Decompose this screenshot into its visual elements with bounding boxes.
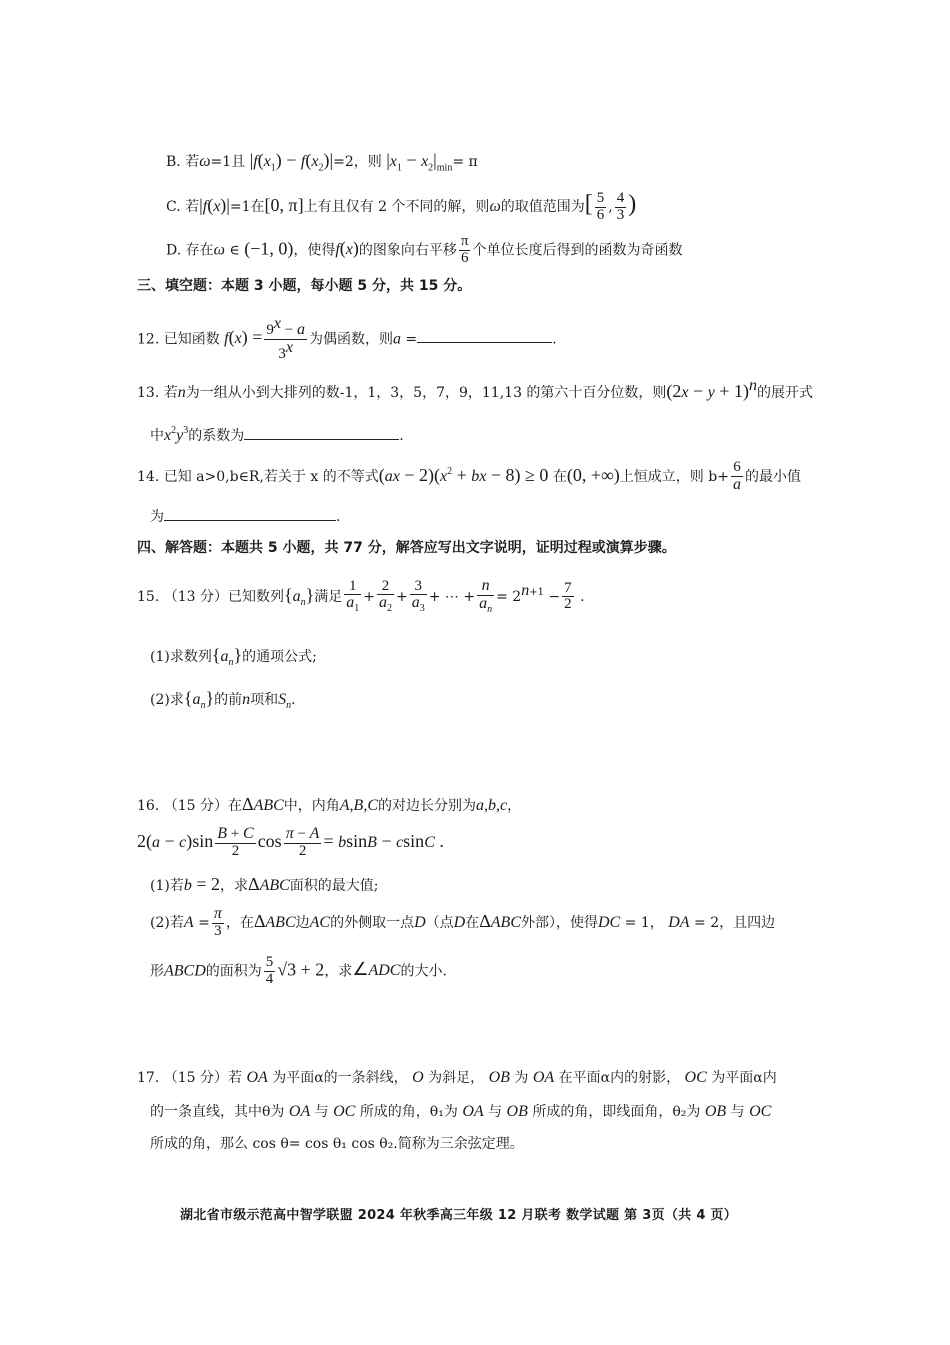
- option-text: =2，则: [333, 154, 382, 170]
- question-text: 为: [150, 509, 164, 525]
- question-text: 的大小.: [400, 963, 447, 980]
- question-text: 已知数列: [227, 588, 284, 605]
- question-17-line3: [150, 1136, 524, 1153]
- option-label: B.: [166, 154, 181, 170]
- question-score: （15 分）: [163, 1070, 228, 1086]
- question-17-line1: 17. （15 分）若 OA 为平面α的一条斜线， O 为斜足， OB 为 OA 在平面α内的射影， OC 为平面α内: [137, 1069, 777, 1086]
- option-text: = π: [452, 154, 478, 170]
- question-text: ，: [507, 798, 522, 814]
- option-text: 存在: [185, 242, 214, 259]
- answer-blank[interactable]: [164, 508, 336, 521]
- option-text: 若: [185, 154, 200, 170]
- question-text: 为平面α内: [711, 1070, 777, 1086]
- question-text: 的通项公式;: [242, 649, 317, 665]
- question-text: 与: [314, 1104, 329, 1120]
- question-14-line2: [150, 508, 340, 526]
- question-text: 已知 a>0,b∈R,若关于 x 的不等式: [163, 468, 379, 485]
- question-13-line1: 13. 若n为一组从小到大排列的数-1，1，3，5，7，9，11,13 的第六十百分位数，则$(2x - y + 1)^n$的展开式: [137, 377, 813, 401]
- question-number: 12.: [137, 331, 160, 348]
- option-text: 若: [185, 199, 200, 215]
- option-b: B. 若ω=1且 $|f(x_1) - f(x_2)|=2$，则 $|x_1 - x_2|_{min}= \pi$: [166, 150, 478, 174]
- question-text: 外部），使得: [521, 914, 598, 931]
- question-text: .: [399, 428, 404, 444]
- question-15-part2: (2)求$\{a_n\}$的前n项和$S_n$.: [150, 688, 296, 712]
- page-footer: 湖北省市级示范高中智学联盟 2024 年秋季高三年级 12 月联考 数学试题 第 3页（共 4 页）: [180, 1208, 738, 1223]
- option-text: 上有且仅有 2 个不同的解，则: [303, 199, 490, 215]
- question-text: 满足: [314, 588, 343, 605]
- question-text: ，求: [220, 878, 248, 894]
- question-text: 中，内角: [283, 798, 340, 814]
- question-16-equation: 2(a − c)sin $\frac{B + C}{2}$ cos $\frac{\pi - A}{2}$ = bsinB − csinC .: [137, 825, 444, 859]
- question-text: 所成的角，那么 cos θ= cos θ₁ cos θ₂.简称为三余弦定理。: [150, 1136, 524, 1152]
- question-text: 在: [227, 798, 242, 814]
- question-text: 与: [730, 1104, 745, 1120]
- question-text: (2)若: [150, 914, 184, 931]
- section-heading-3: 三、填空题：本题 3 小题，每小题 5 分，共 15 分。: [137, 278, 472, 294]
- question-text: 项和: [250, 692, 279, 708]
- question-13-line2: 中$x^2y^3$的系数为 .: [150, 425, 404, 444]
- question-16-part2-cont: 形ABCD的面积为 $\frac{5}{4}$ √3 + 2，求∠ADC的大小.: [150, 954, 447, 987]
- question-16-part1: (1)若b = 2，求ΔABC面积的最大值;: [150, 874, 379, 894]
- section-heading-4: 四、解答题：本题共 5 小题，共 77 分，解答应写出文字说明，证明过程或演算步骤。: [137, 540, 676, 556]
- question-text: 面积的最大值;: [289, 878, 379, 894]
- option-c: C. 若|f(x)|=1在[0, π]上有且仅有 2 个不同的解，则ω的取值范围为[ $\frac{5}{6}$ , $\frac{4}{3}$ ): [166, 189, 637, 223]
- question-text: ，且四边: [719, 914, 776, 931]
- option-d: D. 存在ω ∈ (−1, 0)，使得f(x)的图象向右平移 $\frac{\pi}{6}$ 个单位长度后得到的函数为奇函数: [166, 233, 683, 266]
- question-text: 边: [295, 914, 310, 931]
- question-text: .: [336, 509, 341, 525]
- question-text: 为: [514, 1070, 529, 1086]
- question-text: 与: [488, 1104, 503, 1120]
- option-text: 的取值范围为: [500, 199, 585, 215]
- question-14-line1: 14. 已知 a>0,b∈R,若关于 x 的不等式$(ax - 2)(x^2$ + bx − 8) ≥ 0 在(0, +∞)上恒成立，则 b+ $\frac{6}{a}$ 的最小值: [137, 459, 801, 493]
- question-17-line2: 的一条直线，其中θ为 OA 与 OC 所成的角，θ₁为 OA 与 OB 所成的角，即线面角，θ₂为 OB 与 OC: [150, 1103, 772, 1120]
- question-text: 的最小值: [744, 468, 801, 485]
- question-text: 的展开式: [756, 385, 813, 401]
- option-label: C.: [166, 199, 181, 215]
- question-text: 若: [163, 385, 178, 401]
- question-text: ，求: [324, 963, 353, 980]
- question-text: 的系数为: [188, 428, 245, 444]
- question-text: 为平面α的一条斜线，: [272, 1070, 408, 1086]
- question-12: 12. 已知函数 f(x) = $\frac{9^x - a}{3^x}$ 为偶函数，则a = .: [137, 315, 557, 362]
- question-15-part1: (1)求数列$\{a_n\}$的通项公式;: [150, 645, 317, 669]
- question-text: 为斜足，: [428, 1070, 485, 1086]
- question-text: (1)若: [150, 878, 184, 894]
- question-text: 的外侧取一点: [330, 914, 415, 931]
- question-text: 上恒成立，则 b+: [619, 468, 729, 485]
- question-text: 的对边长分别为: [378, 798, 476, 814]
- question-score: （15 分）: [163, 798, 228, 814]
- option-text: =1在: [229, 199, 265, 215]
- question-text: .: [552, 331, 557, 348]
- question-text: 所成的角，即线面角，θ₂为: [532, 1104, 701, 1120]
- question-text: 为偶函数，则: [308, 331, 393, 348]
- question-score: （13 分）: [163, 588, 228, 605]
- question-text: （点: [425, 914, 454, 931]
- question-number: 16.: [137, 798, 160, 814]
- option-text: ，使得: [293, 242, 336, 259]
- question-number: 14.: [137, 468, 160, 485]
- question-text: 已知函数: [163, 331, 220, 348]
- option-text: 的图象向右平移: [358, 242, 457, 259]
- question-text: 为一组从小到大排列的数-1，1，3，5，7，9，11,13 的第六十百分位数，则: [185, 385, 667, 401]
- question-text: 若: [227, 1070, 242, 1086]
- question-16-line1: 16. （15 分）在ΔABC中，内角A,B,C的对边长分别为a,b,c，: [137, 794, 522, 814]
- question-text: (1)求数列: [150, 649, 212, 665]
- question-text: .: [291, 692, 296, 708]
- question-15: 15. （13 分）已知数列$\{a_n\}$满足 $\frac{1}{a_1}$ + $\frac{2}{a_2}$ + $\frac{3}{a_3}$ + ⋯ + $\frac{n}{a_n}$ = $2^{n+1}$ − $\frac{7}{2}$ .: [137, 577, 585, 615]
- question-text: 形: [150, 963, 164, 980]
- answer-blank[interactable]: [417, 330, 552, 343]
- question-text: 中: [150, 428, 164, 444]
- question-text: 所成的角，θ₁为: [359, 1104, 458, 1120]
- option-text: =1且: [210, 154, 246, 170]
- question-text: 的面积为: [205, 963, 262, 980]
- option-text: 个单位长度后得到的函数为奇函数: [472, 242, 683, 259]
- question-text: 的前: [214, 692, 243, 708]
- question-text: 在平面α内的射影，: [558, 1070, 681, 1086]
- option-label: D.: [166, 242, 182, 259]
- question-text: ，在: [225, 914, 254, 931]
- answer-blank[interactable]: [244, 427, 399, 440]
- question-text: 的一条直线，其中θ为: [150, 1104, 285, 1120]
- question-text: (2)求: [150, 692, 184, 708]
- question-number: 13.: [137, 385, 160, 401]
- question-number: 17.: [137, 1070, 160, 1086]
- question-text: 在: [465, 914, 480, 931]
- question-number: 15.: [137, 588, 160, 605]
- question-16-part2: (2)若A = $\frac{\pi}{3}$ ，在ΔABC边AC的外侧取一点D（点D在ΔABC外部），使得DC = 1， DA = 2，且四边: [150, 905, 776, 939]
- question-text: 在: [552, 468, 567, 485]
